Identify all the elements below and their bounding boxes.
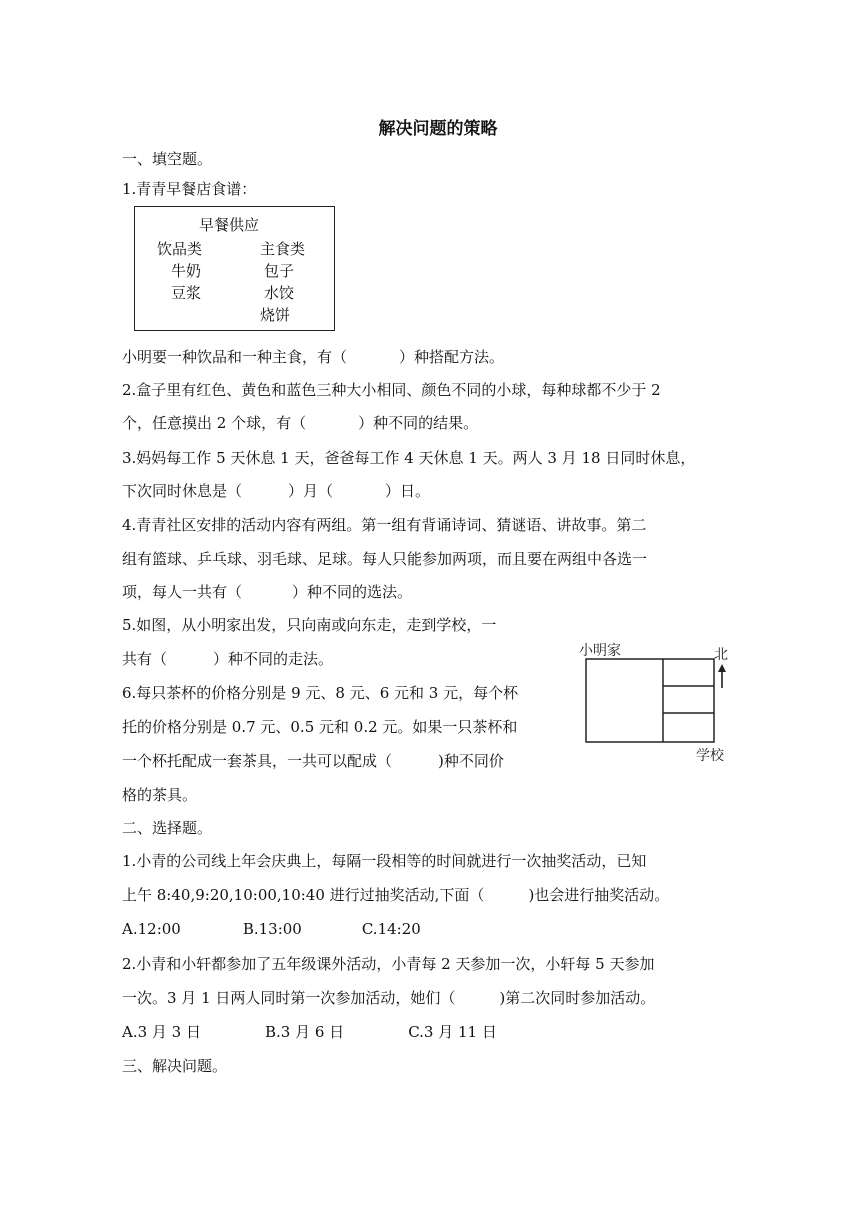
menu-drinks-title: 饮品类 bbox=[157, 240, 203, 258]
map-school-label: 学校 bbox=[696, 748, 724, 764]
q6-line2: 托的价格分别是 0.7 元、0.5 元和 0.2 元。如果一只茶杯和 bbox=[122, 718, 518, 736]
option-a[interactable]: A.12:00 bbox=[122, 920, 181, 938]
breakfast-menu-box bbox=[134, 206, 335, 331]
page-title: 解决问题的策略 bbox=[378, 119, 498, 139]
s2-q1-options bbox=[122, 919, 421, 939]
q4-line3: 项，每人一共有（ ）种不同的选法。 bbox=[122, 583, 413, 601]
q2-line1: 2.盒子里有红色、黄色和蓝色三种大小相同、颜色不同的小球，每种球都不少于 2 bbox=[122, 381, 661, 399]
section3-heading: 三、解决问题。 bbox=[122, 1057, 228, 1075]
s2-q1-line2: 上午 8:40,9:20,10:00,10:40 进行过抽奖活动,下面（ )也会进行抽奖活动。 bbox=[122, 886, 670, 904]
menu-drink-item: 豆浆 bbox=[171, 284, 202, 302]
menu-drink-item: 牛奶 bbox=[171, 262, 202, 280]
q4-line2: 组有篮球、乒乓球、羽毛球、足球。每人只能参加两项，而且要在两组中各选一 bbox=[122, 550, 648, 568]
s2-q2-options bbox=[122, 1022, 497, 1042]
option-c[interactable]: C.14:20 bbox=[361, 920, 421, 938]
q4-line1: 4.青青社区安排的活动内容有两组。第一组有背诵诗词、猜谜语、讲故事。第二 bbox=[122, 516, 647, 534]
q2-line2: 个，任意摸出 2 个球，有（ ）种不同的结果。 bbox=[122, 414, 479, 432]
section2-heading: 二、选择题。 bbox=[122, 819, 213, 837]
q6-line3: 一个杯托配成一套茶具，一共可以配成（ )种不同价 bbox=[122, 752, 504, 770]
q5-line1: 5.如图，从小明家出发，只向南或向东走，走到学校，一 bbox=[122, 616, 497, 634]
menu-staple-item: 水饺 bbox=[264, 284, 295, 302]
menu-staple-item: 包子 bbox=[264, 262, 295, 280]
route-map-diagram bbox=[576, 636, 746, 766]
option-c[interactable]: C.3 月 11 日 bbox=[408, 1023, 497, 1041]
menu-staples-title: 主食类 bbox=[260, 240, 306, 258]
q1-question: 小明要一种饮品和一种主食，有（ ）种搭配方法。 bbox=[122, 348, 505, 366]
section1-heading: 一、填空题。 bbox=[122, 150, 213, 168]
map-grid bbox=[586, 659, 714, 742]
s2-q2-line2: 一次。3 月 1 日两人同时第一次参加活动，她们（ )第二次同时参加活动。 bbox=[122, 989, 656, 1007]
q6-line4: 格的茶具。 bbox=[122, 786, 198, 804]
s2-q2-line1: 2.小青和小轩都参加了五年级课外活动，小青每 2 天参加一次，小轩每 5 天参加 bbox=[122, 955, 655, 973]
q3-line2: 下次同时休息是（ ）月（ ）日。 bbox=[122, 482, 431, 500]
option-a[interactable]: A.3 月 3 日 bbox=[122, 1023, 201, 1041]
map-north-label: 北 bbox=[714, 647, 728, 663]
option-b[interactable]: B.3 月 6 日 bbox=[265, 1023, 345, 1041]
q6-line1: 6.每只茶杯的价格分别是 9 元、8 元、6 元和 3 元，每个杯 bbox=[122, 684, 519, 702]
q1-prompt: 1.青青早餐店食谱： bbox=[122, 180, 257, 198]
option-b[interactable]: B.13:00 bbox=[242, 920, 302, 938]
s2-q1-line1: 1.小青的公司线上年会庆典上，每隔一段相等的时间就进行一次抽奖活动，已知 bbox=[122, 852, 647, 870]
q5-line2: 共有（ ）种不同的走法。 bbox=[122, 650, 334, 668]
north-arrow-icon bbox=[718, 664, 726, 688]
menu-header: 早餐供应 bbox=[199, 216, 260, 234]
map-home-label: 小明家 bbox=[579, 643, 621, 659]
q3-line1: 3.妈妈每工作 5 天休息 1 天，爸爸每工作 4 天休息 1 天。两人 3 月 18 日同时休息， bbox=[122, 449, 696, 467]
menu-staple-item: 烧饼 bbox=[260, 306, 291, 324]
